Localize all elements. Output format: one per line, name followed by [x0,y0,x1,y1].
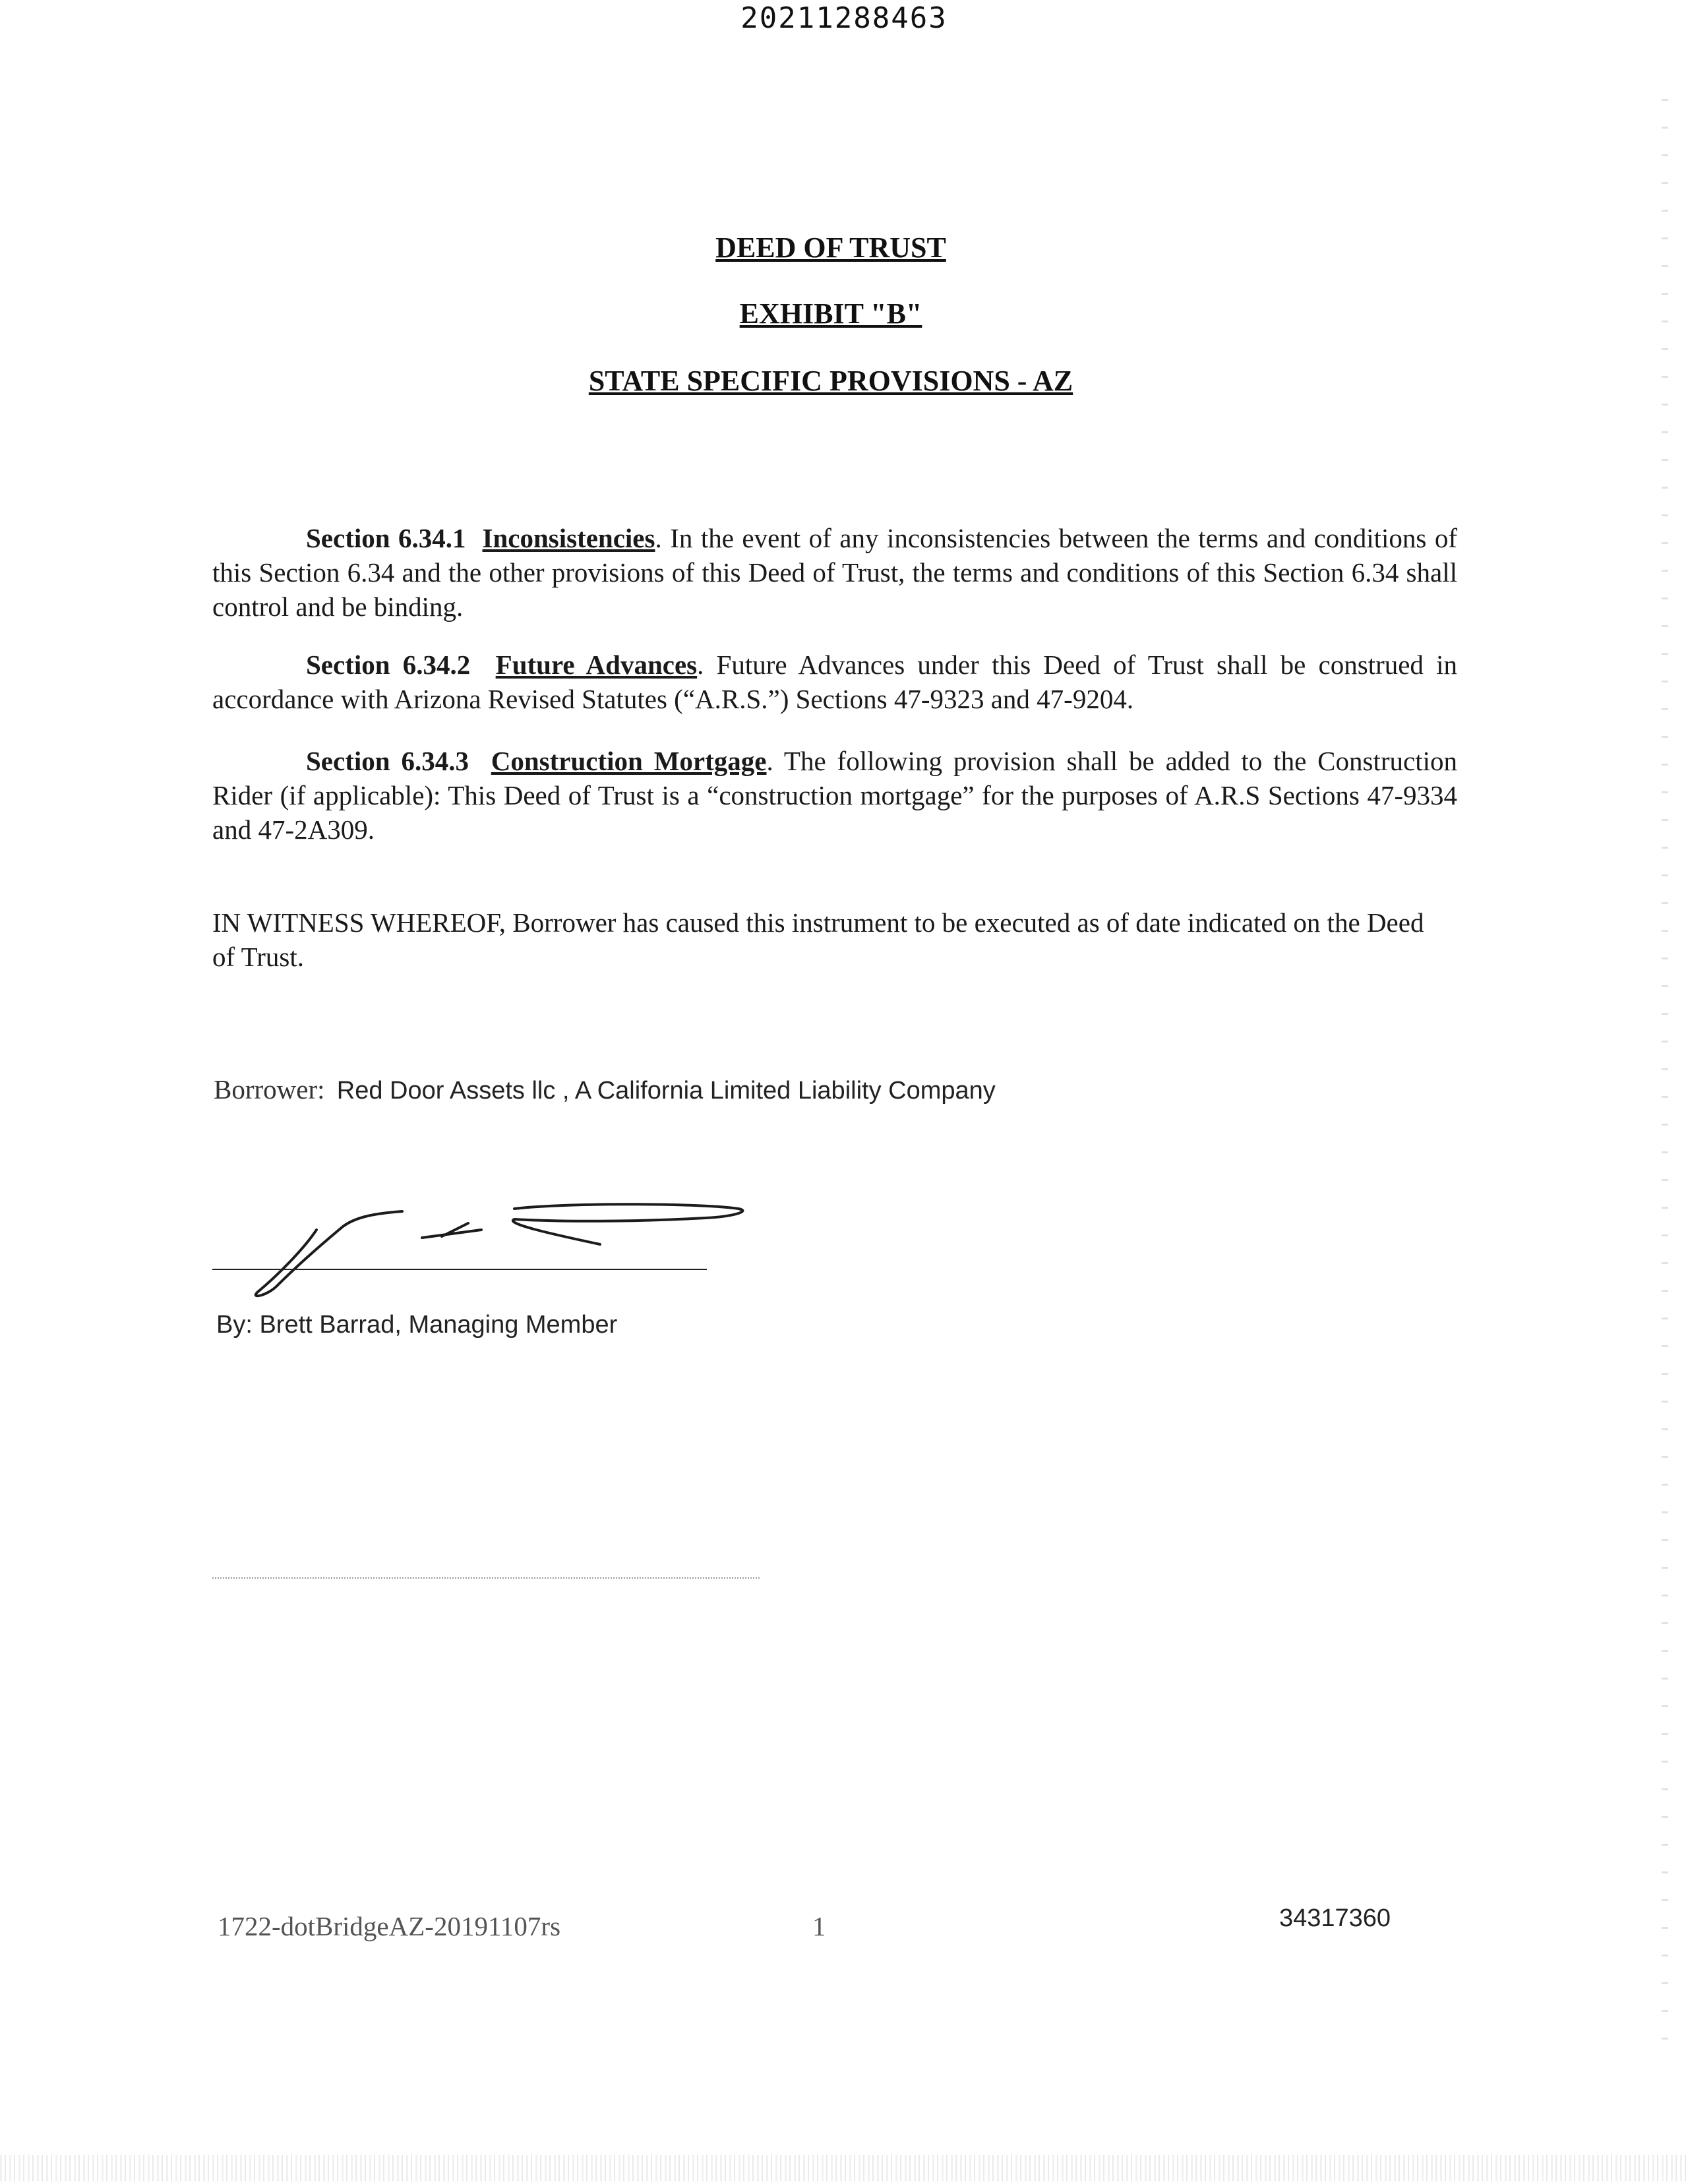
section-title: Inconsistencies [482,523,655,553]
section-title: Construction Mortgage [491,746,767,776]
signature-rule [212,1269,707,1270]
borrower-signature [204,1197,752,1309]
scan-noise-strip [0,2155,1688,2181]
section-6-34-2 [212,648,1457,716]
blank-line [212,1577,760,1579]
borrower-label: Borrower: [214,1074,325,1105]
scan-edge-marks [1662,99,1668,2044]
provisions-heading: STATE SPECIFIC PROVISIONS - AZ [588,365,1073,397]
signer-name: By: Brett Barrad, Managing Member [216,1311,618,1339]
section-text: . Future Advances under this Deed of Trust shall be construed in accordance with Arizona Revised Statutes (“A.R.S.”) Sections 47-9323 and 47-9204. [212,650,1458,714]
section-number: Section 6.34.1 [306,523,466,553]
witness-clause: IN WITNESS WHEREOF, Borrower has caused this instrument to be executed as of date indicated on the Deed of Trust. [212,907,1424,972]
section-6-34-1 [212,521,1457,624]
section-text: . The following provision shall be added to the Construction Rider (if applicable): This Deed of Trust is a “construction mortgage” for the purposes of A.R.S Sections 47-9334 and 47-2A309. [212,746,1458,845]
form-id: 1722-dotBridgeAZ-20191107rs [218,1911,561,1941]
exhibit-heading: EXHIBIT "B" [739,297,922,330]
section-6-34-3 [212,744,1457,847]
section-number: Section 6.34.2 [306,650,471,680]
loan-number: 34317360 [1279,1904,1391,1932]
borrower-line [214,1074,996,1105]
section-title: Future Advances [495,650,698,680]
section-text: . In the event of any inconsistencies between the terms and conditions of this Section 6.34 and the other provisions of this Deed of Trust, the terms and conditions of this Section 6.34 shall control and be binding. [212,523,1458,622]
recording-number: 20211288463 [740,1,948,35]
section-number: Section 6.34.3 [306,746,469,776]
document-title: DEED OF TRUST [715,231,946,264]
page-number: 1 [812,1911,826,1941]
borrower-name: Red Door Assets llc , A California Limited Liability Company [336,1077,996,1105]
